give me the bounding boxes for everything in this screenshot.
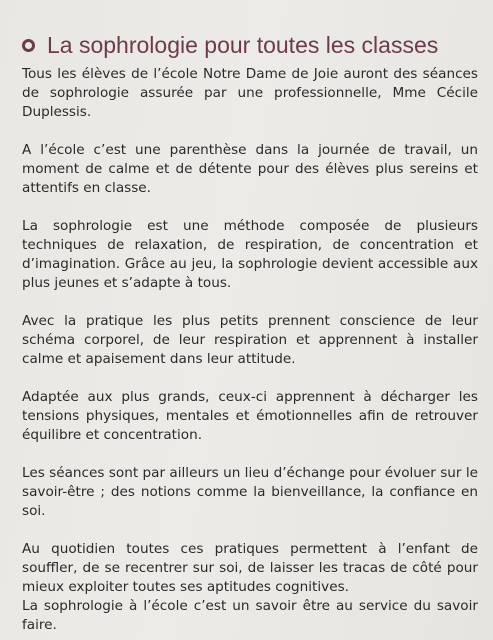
- paragraph-parenthesis: A l’école c’est une parenthèse dans la journée de travail, un moment de calme et de détente pour des élèves plus sereins et attentifs en classe.: [22, 142, 478, 196]
- circle-bullet-icon: [22, 39, 35, 52]
- paragraph-conclusion: La sophrologie à l’école c’est un savoir être au service du savoir faire.: [22, 598, 478, 633]
- article-body: [22, 65, 478, 635]
- section-heading: [22, 30, 482, 60]
- paragraph-daily: Au quotidien toutes ces pratiques permettent à l’enfant de souffler, de se recentrer sur soi, de laisser les tracas de côté pour mieux exploiter toutes ses aptitudes cognitives.: [22, 541, 478, 595]
- paragraph-little-ones: Avec la pratique les plus petits prennent conscience de leur schéma corporel, de leur respiration et apprennent à installer calme et apaisement dans leur attitude.: [22, 313, 478, 367]
- paragraph-older-ones: Adaptée aux plus grands, ceux-ci apprennent à décharger les tensions physiques, mentales et émotionnelles afin de retrouver équilibre et concentration.: [22, 389, 478, 443]
- paragraph-intro: Tous les élèves de l’école Notre Dame de Joie auront des séances de sophrologie assurée par une professionnelle, Mme Cécile Duplessis.: [22, 66, 478, 120]
- paragraph-sessions: Les séances sont par ailleurs un lieu d’échange pour évoluer sur le savoir-être ; des notions comme la bienveillance, la confiance en soi.: [22, 465, 478, 519]
- section-title: La sophrologie pour toutes les classes: [47, 32, 439, 58]
- paragraph-method: La sophrologie est une méthode composée de plusieurs techniques de relaxation, de respiration, de concentration et d’imagination. Grâce au jeu, la sophrologie devient accessible aux plus jeunes et s’adapte à tous.: [22, 218, 478, 291]
